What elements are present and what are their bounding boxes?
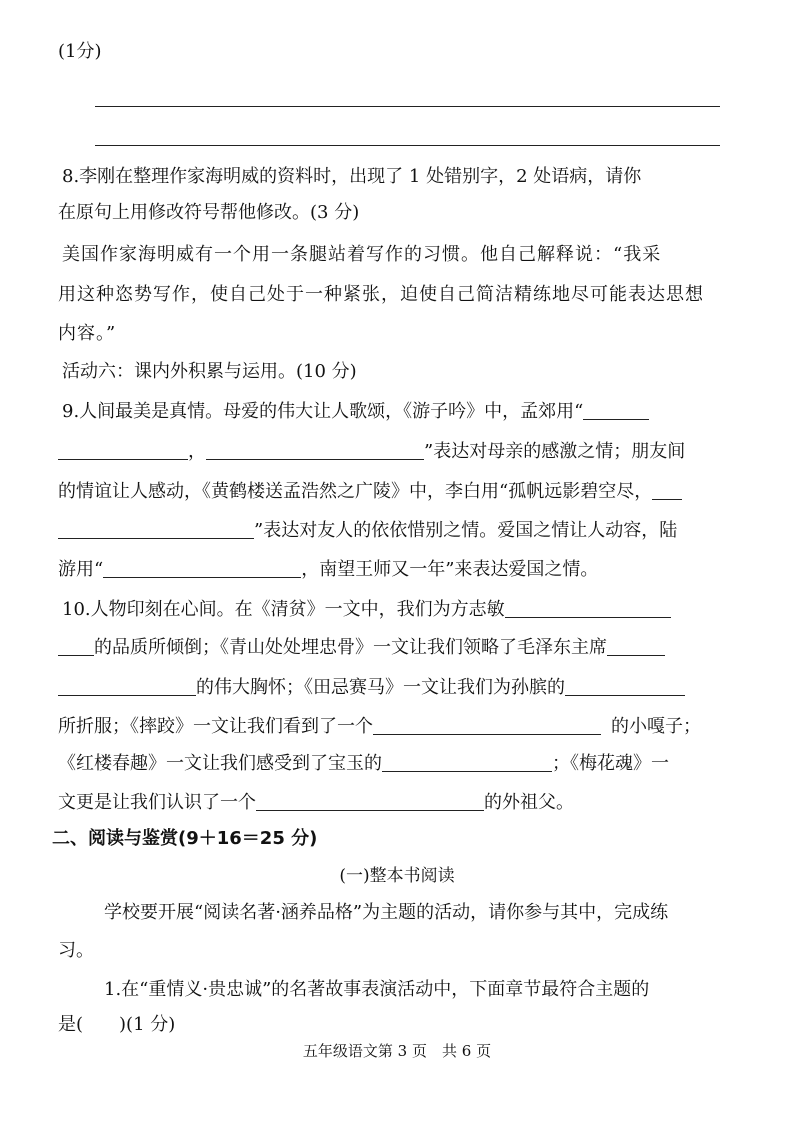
- question-8-line-2: 在原句上用修改符号帮他修改。(3 分): [58, 202, 360, 223]
- question-10-text: 所折服；《摔跤》一文让我们看到了一个: [58, 716, 373, 737]
- intro-line-2: 习。: [58, 940, 94, 961]
- fill-blank[interactable]: [58, 637, 94, 656]
- fill-blank[interactable]: [583, 401, 649, 420]
- section-2-heading: 二、阅读与鉴赏(9＋16＝25 分): [52, 828, 318, 849]
- question-9-text: 的情谊让人感动，《黄鹤楼送孟浩然之广陵》中，李白用“孤帆远影碧空尽，: [58, 481, 653, 502]
- passage-line-2: 用这种恣势写作，使自己处于一种紧张，迫使自己简洁精练地尽可能表达思想: [58, 284, 704, 305]
- subsection-heading: (一)整本书阅读: [339, 866, 455, 886]
- question-9-line-1: [62, 400, 742, 424]
- fill-blank[interactable]: [652, 481, 682, 500]
- question-10-line-6: [58, 791, 738, 815]
- fill-blank[interactable]: [565, 677, 685, 696]
- intro-line-1: 学校要开展“阅读名著·涵养品格”为主题的活动，请你参与其中，完成练: [104, 902, 669, 923]
- fill-blank[interactable]: [382, 753, 552, 772]
- question-9-line-2: [58, 440, 738, 464]
- fill-blank[interactable]: [505, 599, 671, 618]
- question-9-line-4: [58, 519, 738, 543]
- fill-blank[interactable]: [256, 792, 484, 811]
- question-9-line-3: [58, 480, 738, 504]
- question-10-text: 《红楼春趣》一文让我们感受到了宝玉的: [58, 753, 382, 774]
- question-9-text: ”表达对友人的依依惜别之情。爱国之情让人动容，陆: [254, 520, 678, 541]
- question-9-text: 9.人间最美是真情。母爱的伟大让人歌颂，《游子吟》中，孟郊用“: [62, 401, 584, 422]
- answer-line-1: [95, 106, 720, 107]
- question-10-text: 10.人物印刻在心间。在《清贫》一文中，我们为方志敏: [62, 599, 505, 620]
- reading-question-1-line-2: 是( )(1 分): [58, 1014, 176, 1035]
- question-10-line-3: [58, 676, 738, 700]
- fill-blank[interactable]: [103, 559, 301, 578]
- page-footer: 五年级语文第 3 页 共 6 页: [302, 1042, 492, 1060]
- question-10-line-4: [58, 715, 738, 739]
- question-10-text: 的小嘎子；: [611, 716, 701, 737]
- question-10-text: 的伟大胸怀；《田忌赛马》一文让我们为孙膑的: [196, 677, 565, 698]
- passage-line-1: 美国作家海明威有一个用一条腿站着写作的习惯。他自己解释说：“我采: [62, 244, 662, 265]
- question-8-line-1: 8.李刚在整理作家海明威的资料时，出现了 1 处错别字，2 处语病，请你: [62, 166, 642, 187]
- answer-line-2: [95, 145, 720, 146]
- fill-blank[interactable]: [206, 441, 424, 460]
- passage-line-3: 内容。”: [58, 323, 117, 344]
- question-9-text: ”表达对母亲的感激之情；朋友间: [424, 441, 686, 462]
- question-9-text: 游用“: [58, 559, 104, 580]
- score-note: (1分): [58, 41, 102, 62]
- question-10-text: 的外祖父。: [484, 792, 574, 813]
- question-10-line-2: [58, 636, 738, 660]
- question-10-text: ；《梅花魂》一: [552, 753, 669, 774]
- question-10-line-5: [58, 752, 738, 776]
- fill-blank[interactable]: [607, 637, 665, 656]
- fill-blank[interactable]: [58, 441, 188, 460]
- fill-blank[interactable]: [58, 520, 254, 539]
- activity-6-heading: 活动六：课内外积累与运用。(10 分): [62, 361, 357, 382]
- question-9-line-5: [58, 558, 738, 582]
- question-9-text: ，南望王师又一年”来表达爱国之情。: [301, 559, 599, 580]
- question-10-text: 的品质所倾倒；《青山处处埋忠骨》一文让我们领略了毛泽东主席: [94, 637, 607, 658]
- reading-question-1-line-1: 1.在“重情义·贵忠诚”的名著故事表演活动中，下面章节最符合主题的: [104, 979, 650, 1000]
- question-9-text: ，: [188, 441, 206, 462]
- question-10-text: 文更是让我们认识了一个: [58, 792, 256, 813]
- fill-blank[interactable]: [58, 677, 196, 696]
- question-10-line-1: [62, 598, 742, 622]
- fill-blank[interactable]: [373, 716, 601, 735]
